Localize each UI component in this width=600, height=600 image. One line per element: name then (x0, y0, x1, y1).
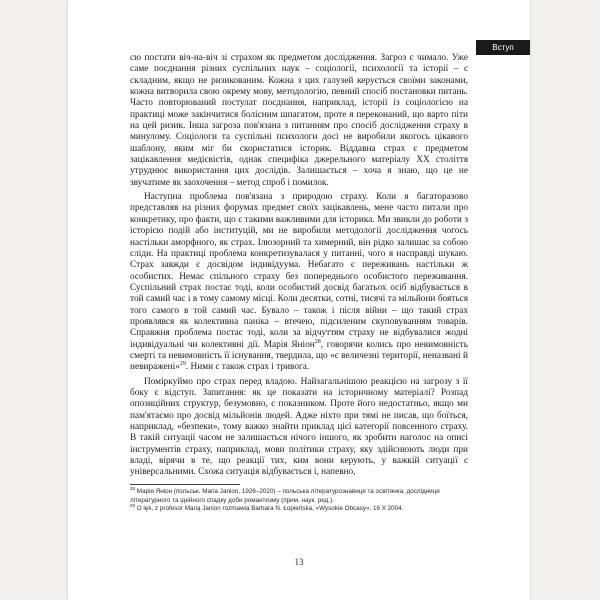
footnote-ref-28[interactable]: 28 (314, 338, 321, 345)
paragraph-2 (130, 192, 468, 374)
footnote-28 (130, 485, 468, 505)
paragraph-2-text-a: Наступна проблема пов'язана з природою страху. Коли я багаторазово представляв на різних форумах предмет своїх зацікавлень, мене часто питали про конкретику, про факти, що є такими важливими для історика. Ми звикли до роботи з історією подій або інституцій, ми не виробили методології дослідження чогось настільки аморфного, як страх. Ілюзорний та химерний, він рідко залишає за собою сліди. На практиці проблема конкретизувалася у питанні, чого я насправді шукаю. Страх завжди є досвідом індивідуума. Небагато є переживань настільки ж особистих. Немає спільного страху без попереднього особистого переживання. Суспільний страх постає тоді, коли особистий досвід багатьох осіб відбувається в той самий час і в тому самому місці. Коли десятки, сотні, тисячі та мільйони бояться того самого в той самий час. Бувало – також і після війни – що такий страх проявлявся як колективна паніка – втечею, підсиленим скуповуванням товарів. Справжня проблема постає тоді, коли за відчуттям страху не відбувалися жодні індивідуальні чи колективні дії. Марія Яніон (130, 192, 468, 350)
book-page (68, 0, 530, 600)
footnote-divider (130, 484, 240, 485)
page-number: 13 (294, 557, 304, 567)
running-header: Вступ (476, 40, 530, 55)
paragraph-2-text-b: , говорячи колись про невимовність смерті та невимовність її існування, твердила, що «є величезні території, неназвані й невиражені» (130, 339, 468, 373)
footnote-text: O lęk, z profesor Marią Janion rozmawia Barbara N. Łopieńska, «Wysokie Obcasy», 16 X 2004. (136, 505, 404, 513)
footnotes (130, 485, 468, 514)
body-text (130, 53, 468, 479)
footnote-ref-29[interactable]: 29 (179, 361, 186, 368)
footnote-text: Марія Яніон (польськ. Maria Janion, 1926–2020) – польська літературознавиця та освітянка, дослідниця літературного та ідейного спадку доби романтизму (прим. наук. ред.). (130, 488, 440, 504)
paragraph-1: сю постати віч-на-віч зі страхом як предметом дослідження. Загроз є чимало. Уже саме поєднання різних суспільних наук – соціології, психології та історії – є складним, якщо не ризикованим. Кожна з цих галузей керується своїми законами, кожна витворила свою окрему мову, методологію, певний спосіб постановки питань. Часто повторюваний постулат поєднання, наприклад, історії із соціологією на практиці може закінчитися болісним шпагатом, проте я переконаний, що варто піти на цей ризик. Інша загроза пов'язана з питанням про спосіб дослідження страху в минулому. Соціологи та суспільні психологи досі не виробили якогось цікавого шаблону, яким міг би скористатися історик. Віддавна страх є предметом зацікавлення медієвістів, однак специфіка джерельного матеріалу XX століття утруднює використання цих дослідів. Залишається – хоча я знаю, що це не звучатиме як заохочення – метод спроб і помилок. (130, 53, 468, 188)
footnote-number: 28 (130, 485, 136, 491)
paragraph-3: Поміркуймо про страх перед владою. Найзагальнішою реакцією на загрозу з її боку є відступ. Запитання: як це показати на історичному матеріалі? Розпад опозиційних структур, безумовно, є показником. Проте його недостатньо, якщо ми пам'ятаємо про досвід мільйонів людей. Адже ніхто при тямі не писав, що боїться, наприклад, «безпеки», тому важко знайти приклад цієї категорії повсенного страху. В такій ситуації часом не залишається нічого іншого, як зробити наголос на описі інструментів страху, наприклад, мови політики страху, яку здійснюють люди при владі, вірячи в те, що реакції тих, ким вони керують, у важкій ситуації є універсальними. Схожа ситуація відбувається і, напевно, (130, 376, 468, 478)
footnote-29 (130, 505, 468, 514)
paragraph-2-text-c: . Ними є також страх і тривога. (185, 362, 310, 373)
footnote-number: 29 (130, 503, 136, 509)
